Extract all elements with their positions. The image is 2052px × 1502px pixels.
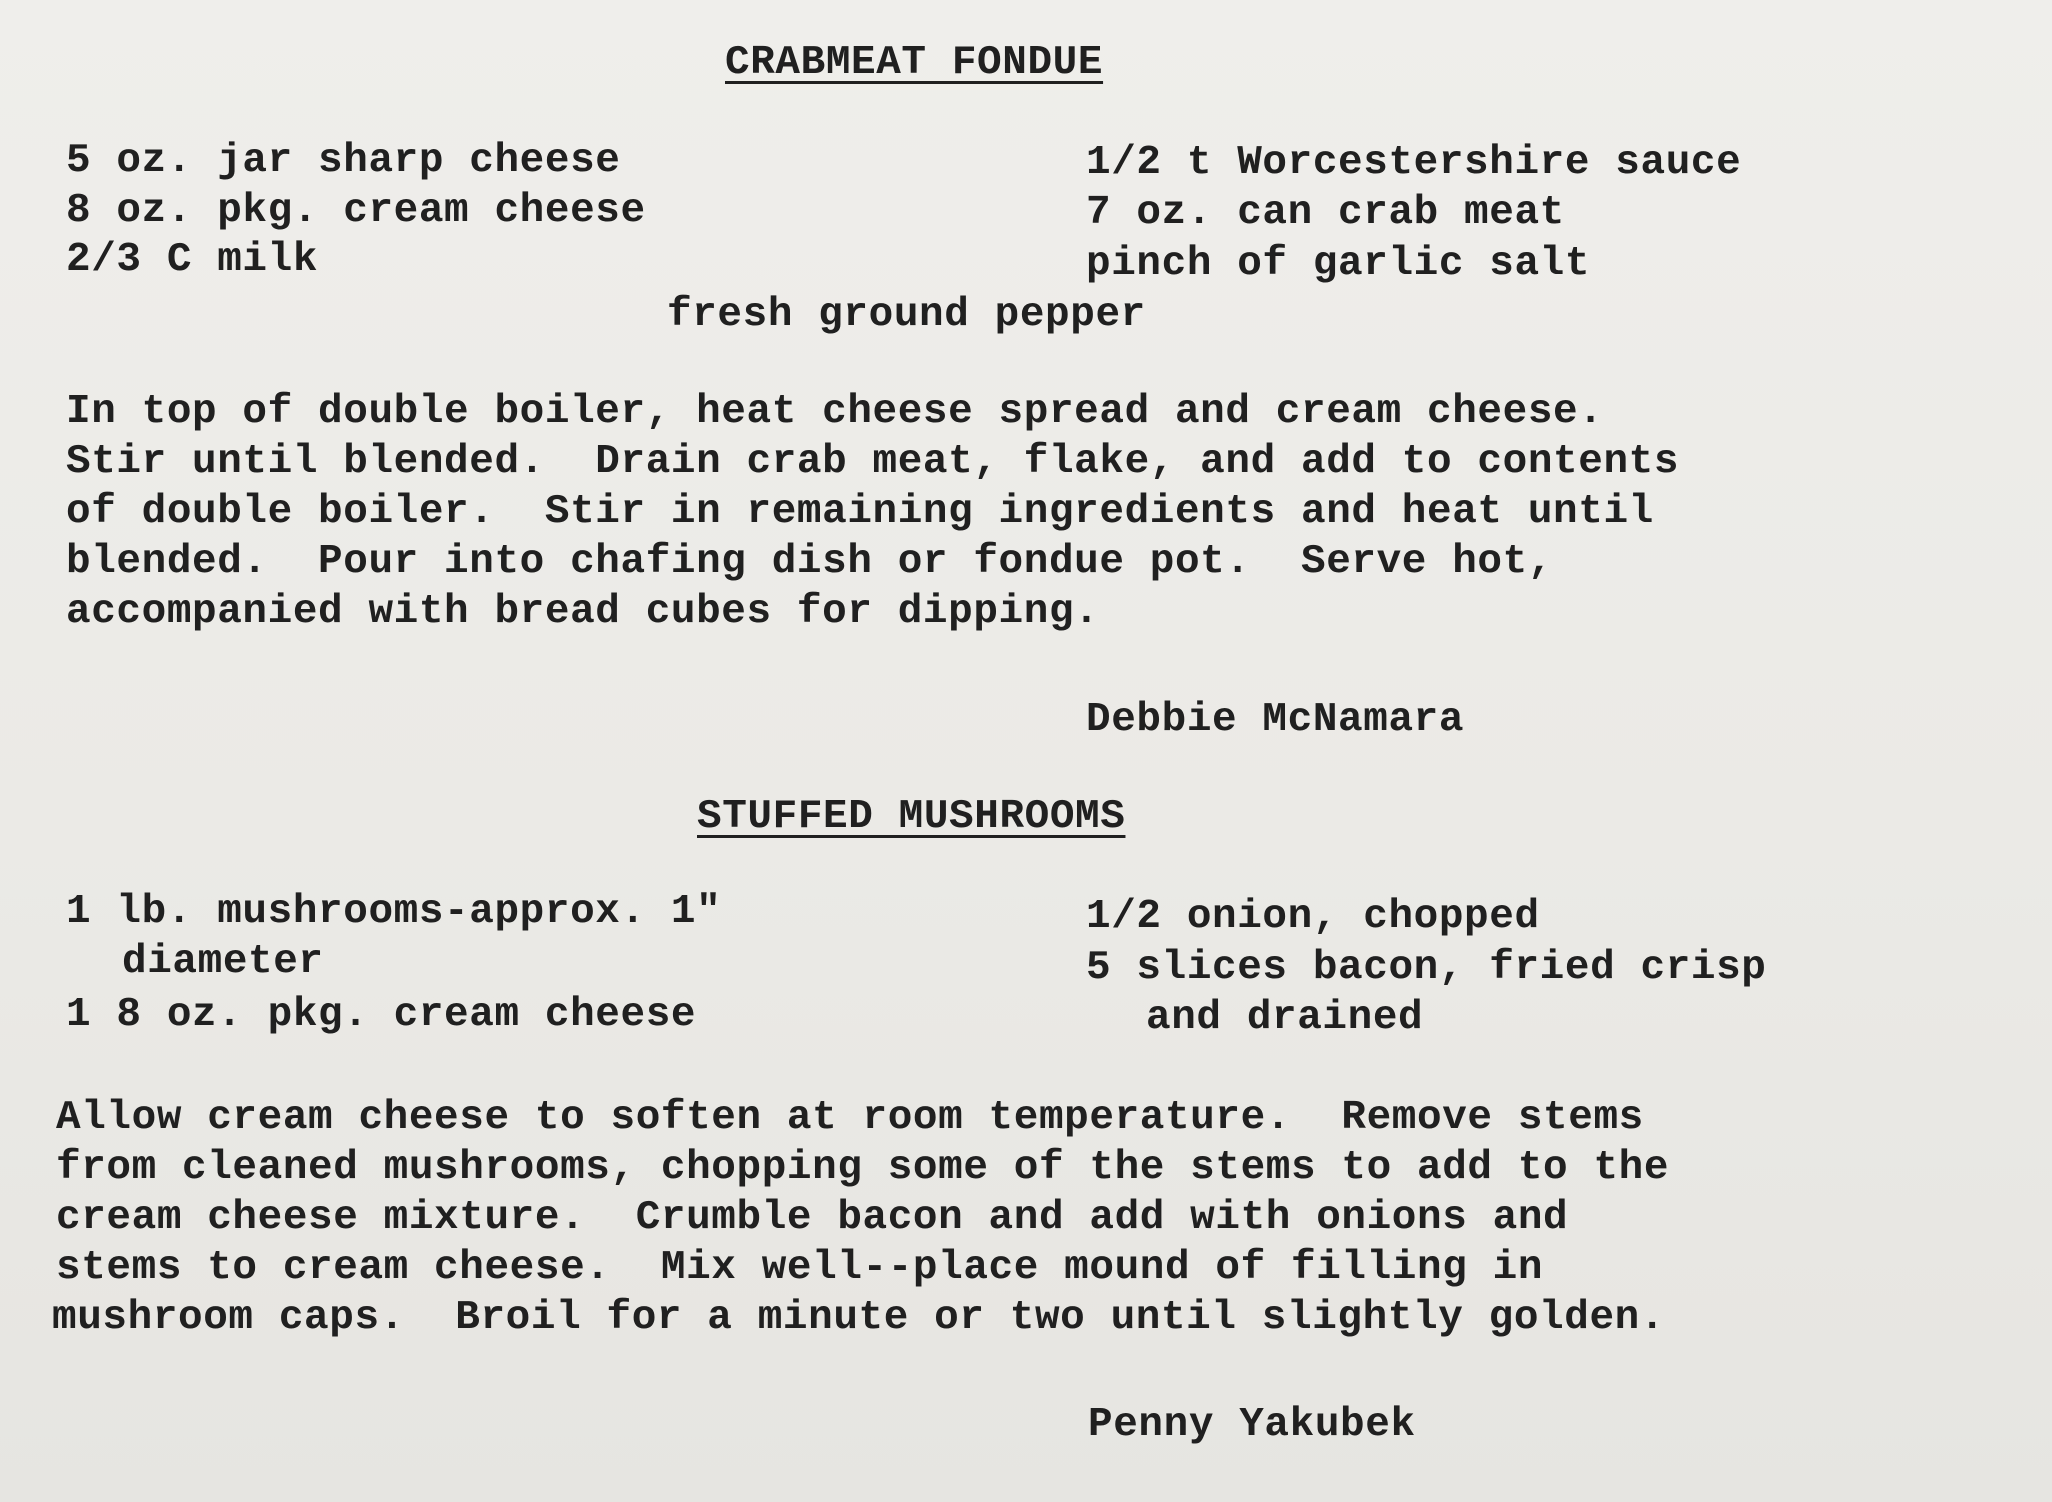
ingredient-item: 1/2 t Worcestershire sauce: [1086, 140, 1742, 186]
ingredient-item: 1 lb. mushrooms-approx. 1": [66, 889, 722, 935]
ingredient-item: 8 oz. pkg. cream cheese: [66, 188, 646, 234]
ingredient-item: and drained: [1146, 995, 1424, 1041]
direction-line: In top of double boiler, heat cheese spread and cream cheese.: [66, 389, 1604, 435]
recipe-title: CRABMEAT FONDUE: [725, 40, 1104, 86]
direction-line: accompanied with bread cubes for dipping.: [66, 589, 1100, 635]
recipe-author: Penny Yakubek: [1088, 1402, 1416, 1448]
ingredient-item: pinch of garlic salt: [1086, 241, 1591, 287]
ingredient-item: diameter: [122, 939, 324, 985]
direction-line: from cleaned mushrooms, chopping some of the stems to add to the: [56, 1145, 1670, 1191]
ingredient-item: 1/2 onion, chopped: [1086, 894, 1540, 940]
direction-line: Allow cream cheese to soften at room temperature. Remove stems: [56, 1095, 1644, 1141]
ingredient-item: 5 slices bacon, fried crisp: [1086, 945, 1767, 991]
ingredient-item: fresh ground pepper: [667, 292, 1146, 338]
direction-line: blended. Pour into chafing dish or fondue pot. Serve hot,: [66, 539, 1554, 585]
direction-line: of double boiler. Stir in remaining ingredients and heat until: [66, 489, 1654, 535]
show-through-artifact: [1150, 10, 1510, 50]
direction-line: stems to cream cheese. Mix well--place mound of filling in: [56, 1245, 1544, 1291]
direction-line: cream cheese mixture. Crumble bacon and add with onions and: [56, 1195, 1569, 1241]
direction-line: mushroom caps. Broil for a minute or two until slightly golden.: [52, 1295, 1666, 1341]
ingredient-item: 7 oz. can crab meat: [1086, 190, 1565, 236]
recipe-author: Debbie McNamara: [1086, 697, 1465, 743]
recipe-title: STUFFED MUSHROOMS: [697, 794, 1126, 840]
ingredient-item: 5 oz. jar sharp cheese: [66, 138, 621, 184]
ingredient-item: 2/3 C milk: [66, 237, 319, 283]
direction-line: Stir until blended. Drain crab meat, flake, and add to contents: [66, 439, 1680, 485]
ingredient-item: 1 8 oz. pkg. cream cheese: [66, 992, 697, 1038]
